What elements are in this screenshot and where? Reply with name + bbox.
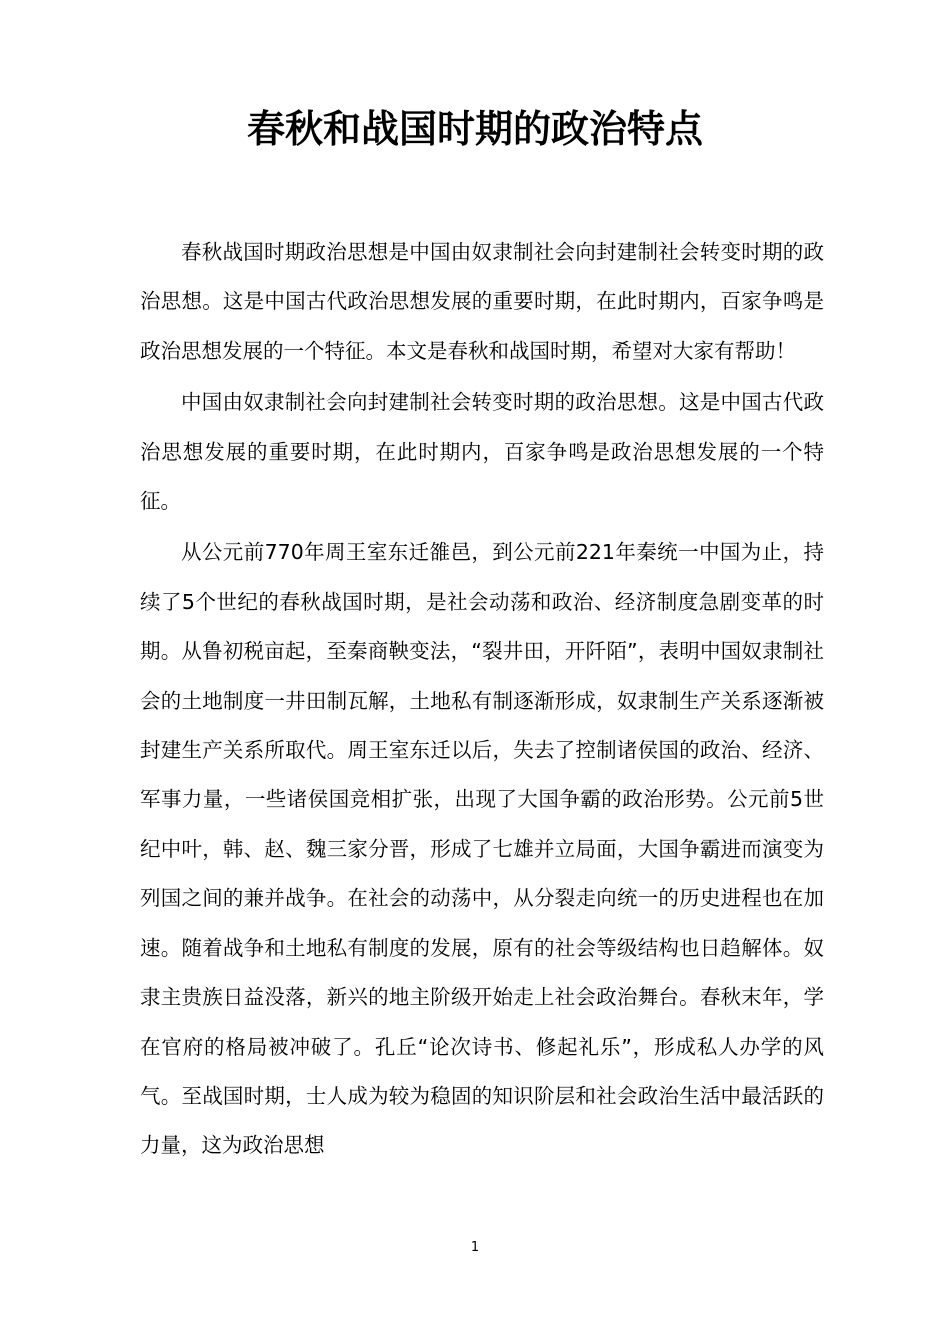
page-number: 1 xyxy=(470,1240,480,1255)
paragraph-definition: 中国由奴隶制社会向封建制社会转变时期的政治思想。这是中国古代政治思想发展的重要时期，在此时期内，百家争鸣是政治思想发展的一个特征。 xyxy=(140,390,824,514)
paragraph-history: 从公元前770年周王室东迁雒邑，到公元前221年秦统一中国为止，持续了5个世纪的春秋战国时期，是社会动荡和政治、经济制度急剧变革的时期。从鲁初税亩起，至秦商鞅变法，“裂井田，开阡陌”，表明中国奴隶制社会的土地制度一井田制瓦解，土地私有制逐渐形成，奴隶制生产关系逐渐被封建生产关系所取代。周王室东迁以后，失去了控制诸侯国的政治、经济、军事力量，一些诸侯国竞相扩张，出现了大国争霸的政治形势。公元前5世纪中叶，韩、赵、魏三家分晋，形成了七雄并立局面，大国争霸进而演变为列国之间的兼并战争。在社会的动荡中，从分裂走向统一的历史进程也在加速。随着战争和土地私有制度的发展，原有的社会等级结构也日趋解体。奴隶主贵族日益没落，新兴的地主阶级开始走上社会政治舞台。春秋末年，学在官府的格局被冲破了。孔丘“论次诗书、修起礼乐”，形成私人办学的风气。至战国时期，士人成为较为稳固的知识阶层和社会政治生活中最活跃的力量，这为政治思想 xyxy=(140,540,824,1158)
document-body xyxy=(140,228,824,1173)
page-title: 春秋和战国时期的政治特点 xyxy=(246,107,703,151)
paragraph-intro: 春秋战国时期政治思想是中国由奴隶制社会向封建制社会转变时期的政治思想。这是中国古代政治思想发展的重要时期，在此时期内，百家争鸣是政治思想发展的一个特征。本文是春秋和战国时期，希望对大家有帮助！ xyxy=(140,240,824,363)
